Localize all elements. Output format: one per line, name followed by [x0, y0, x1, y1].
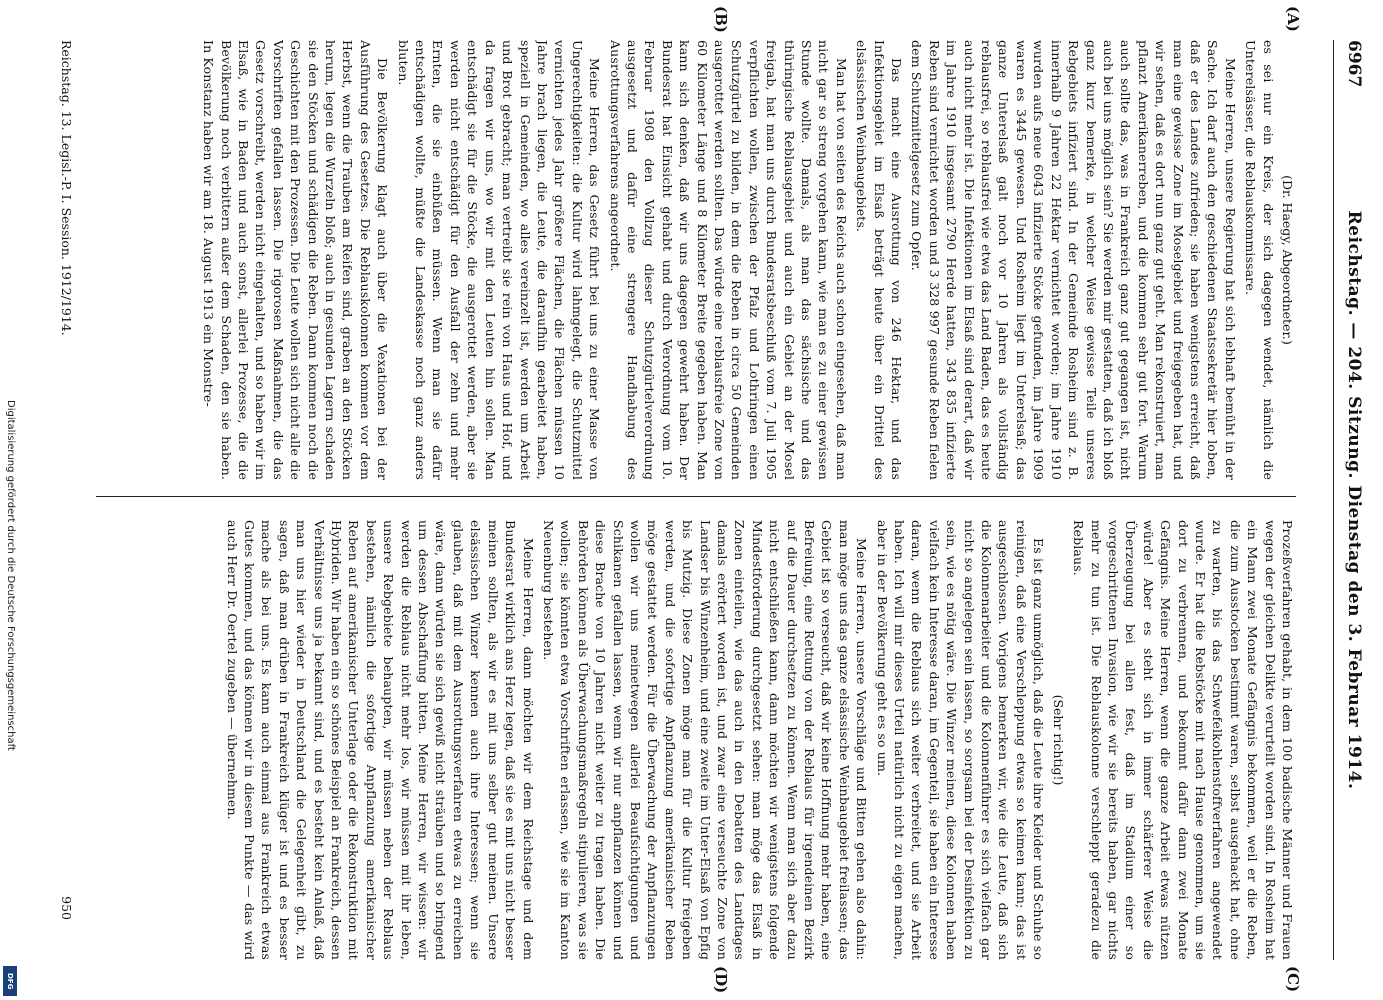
right-column: [146, 520, 1296, 960]
session-info: Reichstag. 13. Legisl.-P. I. Session. 1912/1914.: [59, 40, 74, 336]
column-divider: [96, 496, 1296, 497]
paragraph: Meine Herren, das Gesetz führt bei uns zu einer Masse von Ungerechtigkeiten: die Kultur wird lahmgelegt, die Schutzmittel vernichten jedes Jahr größere Flächen, die Flächen müssen 10 Jahre brach liegen, die Leute, die daraufhin gearbeitet haben, speziell in Gemeinden, wo alles vereinzelt ist, werden um Arbeit und Brot gebracht; man vertreibt sie rein von Haus und Hof, und da fragen wir uns, wo wir mit den Leuten hin sollen. Man entschädigt sie für die Stöcke, die ausgerottet werden, aber sie werden nicht entschädigt für den Ausfall der zehn und mehr Ernten, die sie einbüßen müssen. Wenn man sie dafür entschädigen wollte, müßte die Landeskasse noch ganz anders bluten.: [395, 40, 603, 480]
page-number-bottom: 950: [59, 896, 74, 920]
paragraph: Die Bevölkerung klagt auch über die Vexationen bei der Ausführung des Gesetzes. Die Reblauskolonnen kommen vor dem Herbst, wenn die Trauben am Reifen sind, graben an den Stöcken herum, legen die Wurzeln bloß; auch in gesunden Lagern schaden sie den Stöcken und schädigen die Reben. Dann kommen noch die Geschichten mit den Prozessen. Die Leute wollen sich nicht alle die Vorschriften gefallen lassen. Die rigorosen Maßnahmen, die das Gesetz vorschreibt, werden nicht eingehalten, und so haben wir im Elsaß, wie in Baden und auch sonst, allerlei Prozesse, die die Bevölkerung noch verbittern außer dem Schaden, den sie haben. In Konstanz haben wir am 18. August 1913 ein Monstre-: [201, 40, 391, 480]
interjection: (Sehr richtig!): [1050, 694, 1066, 786]
header-title: Reichstag. — 204. Sitzung. Dienstag den 3. Februar 1914.: [1344, 210, 1364, 790]
page-number-left: 6967: [1344, 40, 1364, 88]
paragraph: es sei nur ein Kreis, der sich dagegen wendet, nämlich die Unterelsässer, die Reblauskommissare.: [1243, 40, 1276, 480]
margin-letter-d: (D): [712, 966, 730, 994]
credit-text: Digitalisierung gefördert durch die Deutsche Forschungsgemeinschaft: [5, 400, 16, 751]
margin-letter-c: (C): [1284, 966, 1302, 993]
paragraph: Meine Herren, dann möchten wir dem Reichstage und dem Bundesrat wirklich ans Herz legen, daß sie es mit uns nicht besser meinen sollten, als wir es mit uns selber gut meinen. Unsere elsässischen Winzer kennen auch ihre Interessen; wenn sie glauben, daß mit dem Ausrottungsverfahren etwas zu erreichen wäre, dann würden sie sich gewiß nicht sträuben und so bringend um dessen Abschaffung bitten. Meine Herren, wir wissen: wir werden die Reblaus nicht mehr los, wir müssen mit ihr leben, unsere Rebgebiete behaupten, wir müssen neben der Reblaus bestehen, nämlich die sofortige Anpflanzung amerikanischer Reben auf amerikanischer Unterlage oder die Rekonstruktion mit Hybriden. Wir haben ein so schönes Beispiel an Frankreich, dessen Verhältnisse uns ja bekannt sind, und es besteht kein Anlaß, daß man uns hier wieder in Deutschland die Gelegenheit gibt, zu sagen, daß man drüben in Frankreich klüger ist und es besser mache als bei uns. Es kann auch einmal aus Frankreich etwas Gutes kommen, und das können wir in diesem Punkte — das wird auch Herr Dr. Oertel zugeben — übernehmen.: [224, 520, 536, 960]
paragraph: Es ist ganz unmöglich, daß die Leute ihre Kleider und Schuhe so reinigen, daß eine Verschleppung etwas so keimen kann; das ist ausgeschlossen. Vorigens bemerken wir, wie die Leute, daß sich die Kolonnenarbeiter und die Kolonnenführer es sich vielfach gar nicht so angelegen sein lassen, so sorgsam bei der Desinfektion zu sein, wie es nötig wäre. Die Winzer meinen, diese Kolonnen haben vielfach kein Interesse daran, im Gegenteil, sie haben ein Interesse daran, wenn die Reblaus sich weiter verbreitet, und sie Arbeit haben. Ich will mir dieses Urteil natürlich nicht zu eigen machen, aber in der Bevölkerung geht es so um.: [874, 520, 1047, 960]
paragraph: Das macht eine Ausrottung von 246 Hektar, und das Infektionsgebiet im Elsaß beträgt heute über ein Drittel des elsässischen Weinbaugebiets.: [854, 40, 905, 480]
left-column: [146, 40, 1296, 480]
speaker-name: (Dr. Haegy, Abgeordneter.): [1280, 175, 1295, 345]
margin-letter-b: (B): [712, 6, 730, 33]
dfg-logo: DFG: [3, 966, 17, 996]
paragraph: Man hat von seiten des Reichs auch schon eingesehen, daß man nicht gar so streng vorgehen kann, wie man es zu einer gewissen Stunde wollte. Damals, als man das sächsische und das thüringische Reblausgebiet und auch ein Gebiet an der Mosel freigab, hat man uns durch Bundesratsbeschluß vom 7. Juli 1905 verpflichten wollen, zwischen der Pfalz und Lothringen einen Schutzgürtel zu bilden, in dem die Reben in circa 50 Gemeinden ausgerottet werden sollten. Das würde eine reblausfreie Zone von 60 Kilometer Länge und 8 Kilometer Breite gegeben haben. Man kann sich denken, daß wir uns dagegen gewehrt haben. Der Bundesrat hat Einsicht gehabt und durch Verordnung vom 10. Februar 1908 den Vollzug dieser Schutzgürtelverordnung ausgesetzt und dafür eine strengere Handhabung des Ausrottungsverfahrens angeordnet.: [607, 40, 849, 480]
paragraph: Meine Herren, unsere Regierung hat sich lebhaft bemüht in der Sache. Ich darf auch den geschiedenen Staatssekretär hier loben, daß er des Landes zufrieden; sie haben wenigstens erreicht, daß man eine gewisse Zone im Moselgebiet und freigegeben hat, und wir sehen, daß es dort nun ganz gut geht. Man rekonstruiert, man pflanzt Amerikanerreben, und die kommen sehr gut fort. Warum auch sollte das, was in Frankreich ganz gut gegangen ist, nicht auch bei uns möglich sein? Sie werden mir gestatten, daß ich bloß ganz kurz bemerke, in welcher Weise gewisse Teile unseres Rebgebiets infiziert sind. In der Gemeinde Rosheim sind z. B. innerhalb 9 Jahren 22 Hektar vernichtet worden; im Jahre 1910 wurden aufs neue 6043 infizierte Stöcke gefunden, im Jahre 1909 waren es 3445 gewesen. Und Rosheim liegt im Unterelsaß; das ganze Unterelsaß galt noch vor 10 Jahren als vollständig reblausfrei, so reblausfrei wie etwa das Land Baden, das es heute auch nicht mehr ist. Die Infektionen im Elsaß sind derart, daß wir im Jahre 1910 insgesamt 2790 Herde hatten, 343 835 infizierte Reben sind vernichtet worden und 3 328 997 gesunde Reben fielen dem Schutzmittelgesetz zum Opfer.: [909, 40, 1238, 480]
digitization-credit: [2, 400, 22, 995]
paragraph: Prozeßverfahren gehabt, in dem 100 badische Männer und Frauen wegen der gleichen Delikte verurteilt worden sind. In Rosheim hat ein Mann zwei Monate Gefängnis bekommen, weil er die Reben, die zum Ausstocken bestimmt waren, selbst ausgehackt hat, ohne zu warten, bis das Schwefelkohlenstoffverfahren angewendet wurde. Er hat die Rebstöcke mit nach Hause genommen, um sie dort zu verbrennen, und bekommt dafür dann zwei Monate Gefängnis. Meine Herren, wenn die ganze Arbeit etwas nützen würde! Aber es steht sich in immer schärferer Weise die Überzeugung bei allen fest, daß im Stadium einer so vorgeschrittenen Invasion, wie wir sie bereits haben, gar nichts mehr zu tun ist. Die Reblauskolonne verschleppt geradezu die Reblaus.: [1071, 520, 1295, 960]
header-rule: [1333, 40, 1334, 960]
page-header: [1338, 40, 1370, 960]
margin-letter-a: (A): [1284, 6, 1302, 32]
paragraph: Meine Herren, unsere Vorschläge und Bitten gehen also dahin: man möge uns das ganze elsässische Weinbaugebiet freilassen; das Gebiet ist so verseucht, daß wir keine Hoffnung mehr haben, eine Befreiung, eine Rettung von der Reblaus für irgendeinen Bezirk auf die Dauer durchsetzen zu können. Wenn man sich aber dazu nicht entschließen kann, dann möchten wir wenigstens folgende Mindestforderung durchgesetzt sehen: man möge das Elsaß in Zonen einteilen, wie das auch in den Debatten des Landtages damals erörtert worden ist, und zwar eine verseuchte Zone von Landser bis Winzenheim, und eine zweite im Unter-Elsaß von Epfig bis Mutzig. Diese Zonen möge man für die Kultur freigeben werden, und die sofortige Anpflanzung amerikanischer Reben möge gestattet werden. Für die Überwachung der Anpflanzungen wollen wir uns meinetwegen allerlei Beaufsichtigungen und Schikanen gefallen lassen, wenn wir nur anpflanzen können und diese Brache von 10 Jahren nicht weiter zu tragen haben. Die Behörden können als Überwachungsmaßregeln stipulieren, was sie wollen; sie könnten etwa Vorschriften erlassen, wie sie im Kanton Neuenburg bestehen.: [540, 520, 870, 960]
